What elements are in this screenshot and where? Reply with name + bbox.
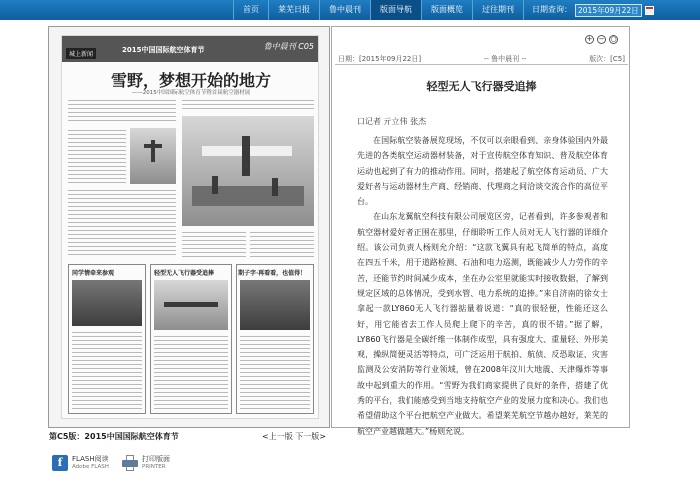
article-divider [335,64,628,65]
article-edition: 版次：[C5] [589,55,625,63]
date-query [523,0,654,20]
newspaper-text-block [154,334,228,410]
calendar-icon[interactable] [645,6,654,15]
print-link-text: 打印版面 [142,455,170,463]
article-date: 日期：[2015年09月22日] [338,55,422,63]
newspaper-text-block [68,98,176,122]
page-pager[interactable]: <上一版 下一版> [262,432,326,441]
newspaper-text-block [182,230,246,260]
newspaper-text-block [250,230,314,260]
newspaper-page-viewer [48,26,330,428]
article-panel [331,26,630,436]
flash-link-text: FLASH阅读 [72,455,109,463]
newspaper-photo-expo [182,116,314,226]
page-caption[interactable]: 第C5版：2015中国国际航空体育节 [49,432,179,441]
newspaper-header-title: 2015中国国际航空体育节 [122,46,205,54]
article-byline: 口记者 亓立伟 张杰 [357,117,427,126]
nav-item-home[interactable]: 首页 [233,0,268,20]
print-link-label [142,455,170,471]
newspaper-page-header [62,36,319,62]
newspaper-section-tag: 城上新闻 [66,48,96,59]
newspaper-photo [240,280,310,330]
newspaper-subheadline: ——2015中国国际航空体育节暨首届航空器材展 [131,90,251,96]
newspaper-page-image[interactable] [61,35,319,419]
reset-zoom-icon[interactable]: ○ [610,35,617,43]
newspaper-mini-headline: 期子字·再看看，也值得！ [238,270,307,277]
article-title: 轻型无人飞行器受追捧 [426,80,537,93]
print-page-link[interactable] [122,455,170,471]
article-meta [338,54,625,64]
nav-item-past-issues[interactable]: 过往期刊 [472,0,523,20]
newspaper-brand: 鲁中晨刊 C05 [263,42,314,51]
zoom-in-icon[interactable]: + [586,35,593,43]
main-nav [233,0,654,20]
article-paragraph: 在山东龙翼航空科技有限公司展览区旁，记者看到，许多参观者和航空器材爱好者正围在那里，仔细聆听工作人员对无人飞行器的详细介绍。该公司负责人杨则允介绍：“这款飞翼具有起飞简单的特点，高度在四五千米，用于道路检测、石油和电力巡测，既能减少人力劳作的辛苦，还能节约时间减少成本，坐在办公室里就能实时接收数据，了解到规定区域的总体情况，受到水管、电力系统的追捧。”来自济南的徐女士拿起一款LY860无人飞行器掂量着说道：“真的很轻便，性能还这么好，用它能省去工作人员爬上爬下的辛苦，真的很不错。”据了解，LY860飞行器是全碳纤维一体制作成型，具有强度大、重量轻、外形美观，操纵简便灵活等特点，可广泛运用于航拍、航侦、反恐取证、灾害监测及公安消防等行业领域，曾在2008年汶川大地震、天津爆炸等事故中起到重大的作用。“雪野为我们商家提供了良好的条件，搭建了优秀的平台，我们能感受到当地支持航空产业的发展力度和决心。我们也希望借助这个平台把航空产业做大。希望莱芜航空节越办越好，莱芜的航空产业越做越大。”杨则允说。 [357,212,608,436]
newspaper-text-block [72,330,142,410]
printer-icon [122,455,138,471]
date-query-label: 日期查询： [532,5,572,14]
flash-reader-link[interactable] [52,455,109,471]
date-query-input[interactable]: 2015年09月22日 [575,4,642,17]
article-paragraph: 在国际航空装备展览现场，不仅可以亲眼看到、亲身体验国内外最先进的各类航空运动器材装备，对于宣传航空体育知识、普及航空体育运动也起到了有力的推动作用。同时，搭建起了航空体育运动员、广大爱好者与运动器材生产商、经销商、代理商之间洽谈交流合作的高位平台。 [357,136,608,207]
newspaper-photo [130,128,176,184]
newspaper-photo [154,280,228,330]
flash-link-label [72,455,109,471]
nav-item-laiwu-daily[interactable]: 莱芜日报 [268,0,319,20]
nav-item-page-navigation[interactable]: 版面导航 [370,0,421,20]
zoom-out-icon[interactable]: − [598,35,605,43]
newspaper-text-block [240,334,310,410]
newspaper-mini-headline: 轻型无人飞行器受追捧 [154,270,215,277]
newspaper-text-block [68,128,126,184]
nav-item-page-overview[interactable]: 版面概览 [421,0,472,20]
top-nav-bar [0,0,700,20]
print-link-sub: PRINTER [142,464,166,470]
newspaper-mini-headline: 同学情牵来参观 [72,270,115,277]
flash-link-sub: Adobe FLASH [72,464,109,470]
article-paper-name: -- 鲁中晨刊 -- [483,55,527,63]
newspaper-photo [72,280,142,326]
newspaper-text-block [182,98,314,112]
newspaper-headline: 雪野，梦想开始的地方 [110,71,271,90]
nav-item-luzhong-morning[interactable]: 鲁中晨刊 [319,0,370,20]
article-body [357,133,608,439]
newspaper-text-block [68,188,176,258]
article-controls [585,35,618,44]
flash-icon: f [52,455,68,471]
